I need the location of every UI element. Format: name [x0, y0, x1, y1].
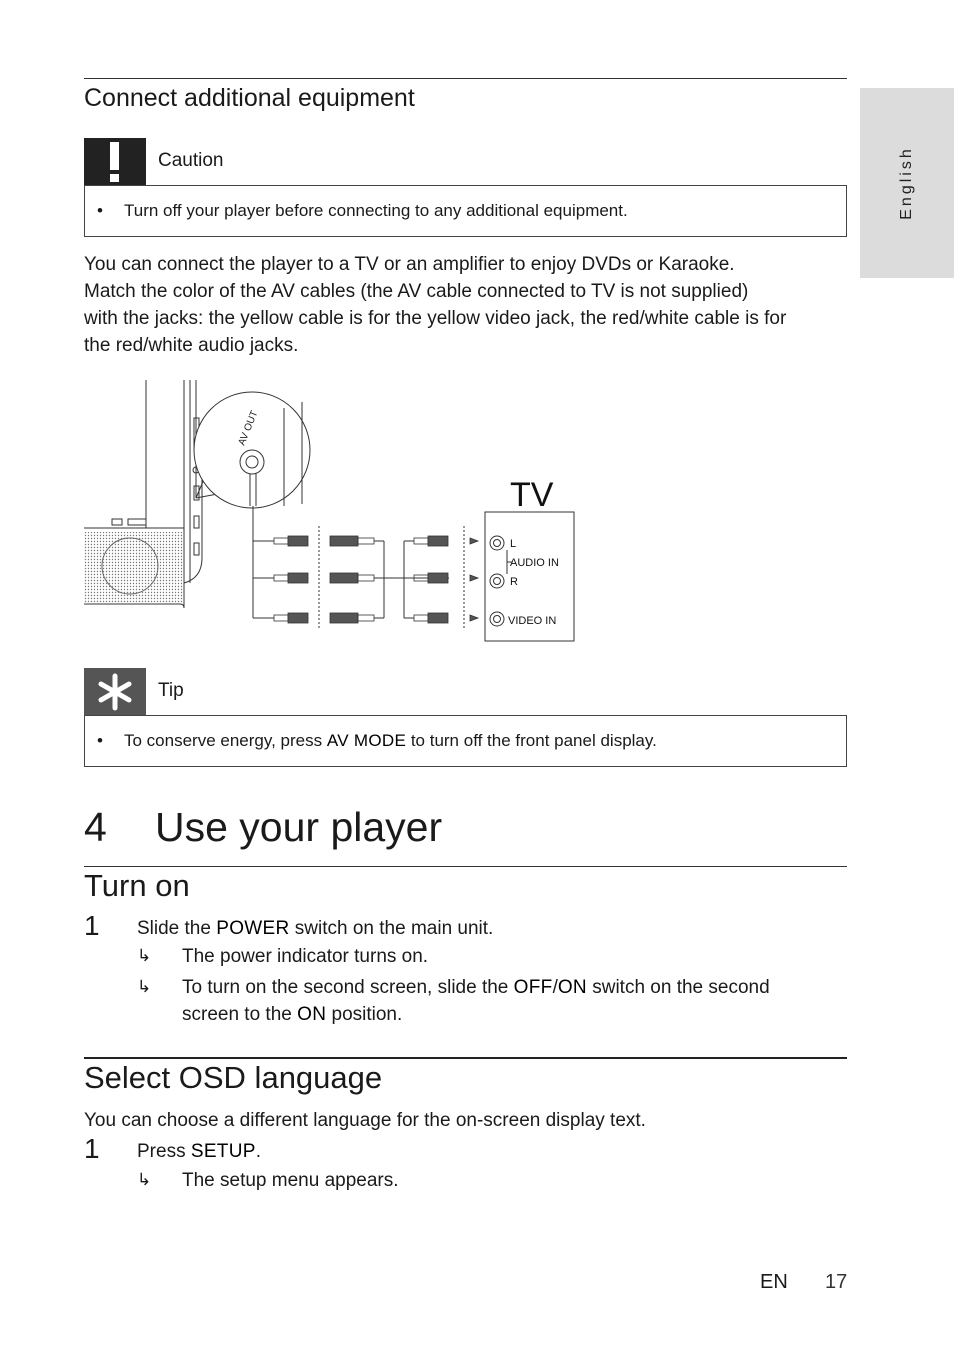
jack-r-label: R — [510, 576, 518, 588]
tip-box — [84, 715, 847, 767]
osd-step-post: . — [255, 1141, 261, 1162]
paragraph-line: with the jacks: the yellow cable is for the yellow video jack, the red/white cable is for — [84, 308, 787, 329]
result-arrow-icon: ↳ — [137, 977, 152, 996]
osd-intro: You can choose a different language for the on-screen display text. — [84, 1110, 646, 1131]
chapter-name: Use your player — [155, 804, 443, 850]
page-number: 17 — [825, 1271, 848, 1293]
turn-on-step — [137, 918, 493, 940]
audio-in-label: AUDIO IN — [510, 557, 559, 569]
chapter-number: 4 — [84, 804, 107, 850]
result2-sep: / — [552, 977, 558, 998]
tv-label: TV — [510, 476, 554, 514]
bullet: • — [97, 201, 103, 220]
step-pre: Slide the — [137, 918, 217, 939]
off-key: OFF — [513, 977, 553, 998]
caution-label: Caution — [158, 150, 224, 171]
tip-text-post: to turn off the front panel display. — [406, 731, 657, 750]
section-rule — [84, 78, 847, 79]
paragraph-line: Match the color of the AV cables (the AV cable connected to TV is not supplied) — [84, 281, 749, 302]
turn-on-result-2 — [182, 974, 822, 1028]
step-number: 1 — [84, 910, 100, 941]
exclamation-icon — [84, 138, 146, 186]
result2-pre: To turn on the second screen, slide the — [182, 977, 514, 998]
osd-step — [137, 1141, 261, 1163]
video-in-label: VIDEO IN — [508, 615, 557, 627]
tip-text-pre: To conserve energy, press — [124, 731, 327, 750]
caution-header — [84, 138, 847, 186]
language-tab — [860, 88, 954, 278]
caution-text: Turn off your player before connecting to any additional equipment. — [124, 201, 628, 220]
turn-on-title: Turn on — [84, 868, 190, 903]
result2-line2-pre: screen to the — [182, 1004, 298, 1025]
result-arrow-icon: ↳ — [137, 1170, 152, 1189]
connection-diagram — [84, 378, 584, 646]
cable-plugs — [274, 536, 478, 623]
tip-key: AV MODE — [326, 731, 407, 750]
chapter-rule — [84, 866, 847, 867]
bullet: • — [97, 731, 103, 750]
cable-lines — [253, 506, 464, 630]
result2-mid: switch on the second — [586, 977, 770, 998]
osd-step-pre: Press — [137, 1141, 191, 1162]
power-key: POWER — [216, 918, 290, 939]
chapter-title — [84, 804, 443, 851]
av-out-zoom — [194, 392, 310, 508]
result2-line2-post: position. — [326, 1004, 403, 1025]
turn-on-result-1: The power indicator turns on. — [182, 946, 429, 967]
step-number: 1 — [84, 1133, 100, 1164]
footer-language: EN — [760, 1271, 788, 1293]
result-arrow-icon: ↳ — [137, 946, 152, 965]
osd-title: Select OSD language — [84, 1060, 383, 1095]
language-tab-label: English — [898, 146, 915, 220]
section-title: Connect additional equipment — [84, 84, 415, 112]
jack-l-label: L — [510, 538, 517, 550]
setup-key: SETUP — [190, 1141, 256, 1162]
speaker-grille — [84, 532, 184, 604]
caution-box — [84, 185, 847, 237]
av-out-label: AV OUT — [236, 409, 261, 448]
on-key: ON — [557, 977, 587, 998]
paragraph-line: You can connect the player to a TV or an amplifier to enjoy DVDs or Karaoke. — [84, 254, 735, 275]
tip-text — [124, 731, 657, 751]
tip-header — [84, 668, 847, 716]
on-position-key: ON — [297, 1004, 327, 1025]
paragraph-line: the red/white audio jacks. — [84, 335, 299, 356]
asterisk-icon — [84, 668, 146, 716]
intro-paragraph — [84, 251, 854, 359]
osd-rule — [84, 1057, 847, 1059]
step-post: switch on the main unit. — [289, 918, 494, 939]
tip-label: Tip — [158, 680, 184, 701]
osd-result: The setup menu appears. — [182, 1170, 399, 1191]
